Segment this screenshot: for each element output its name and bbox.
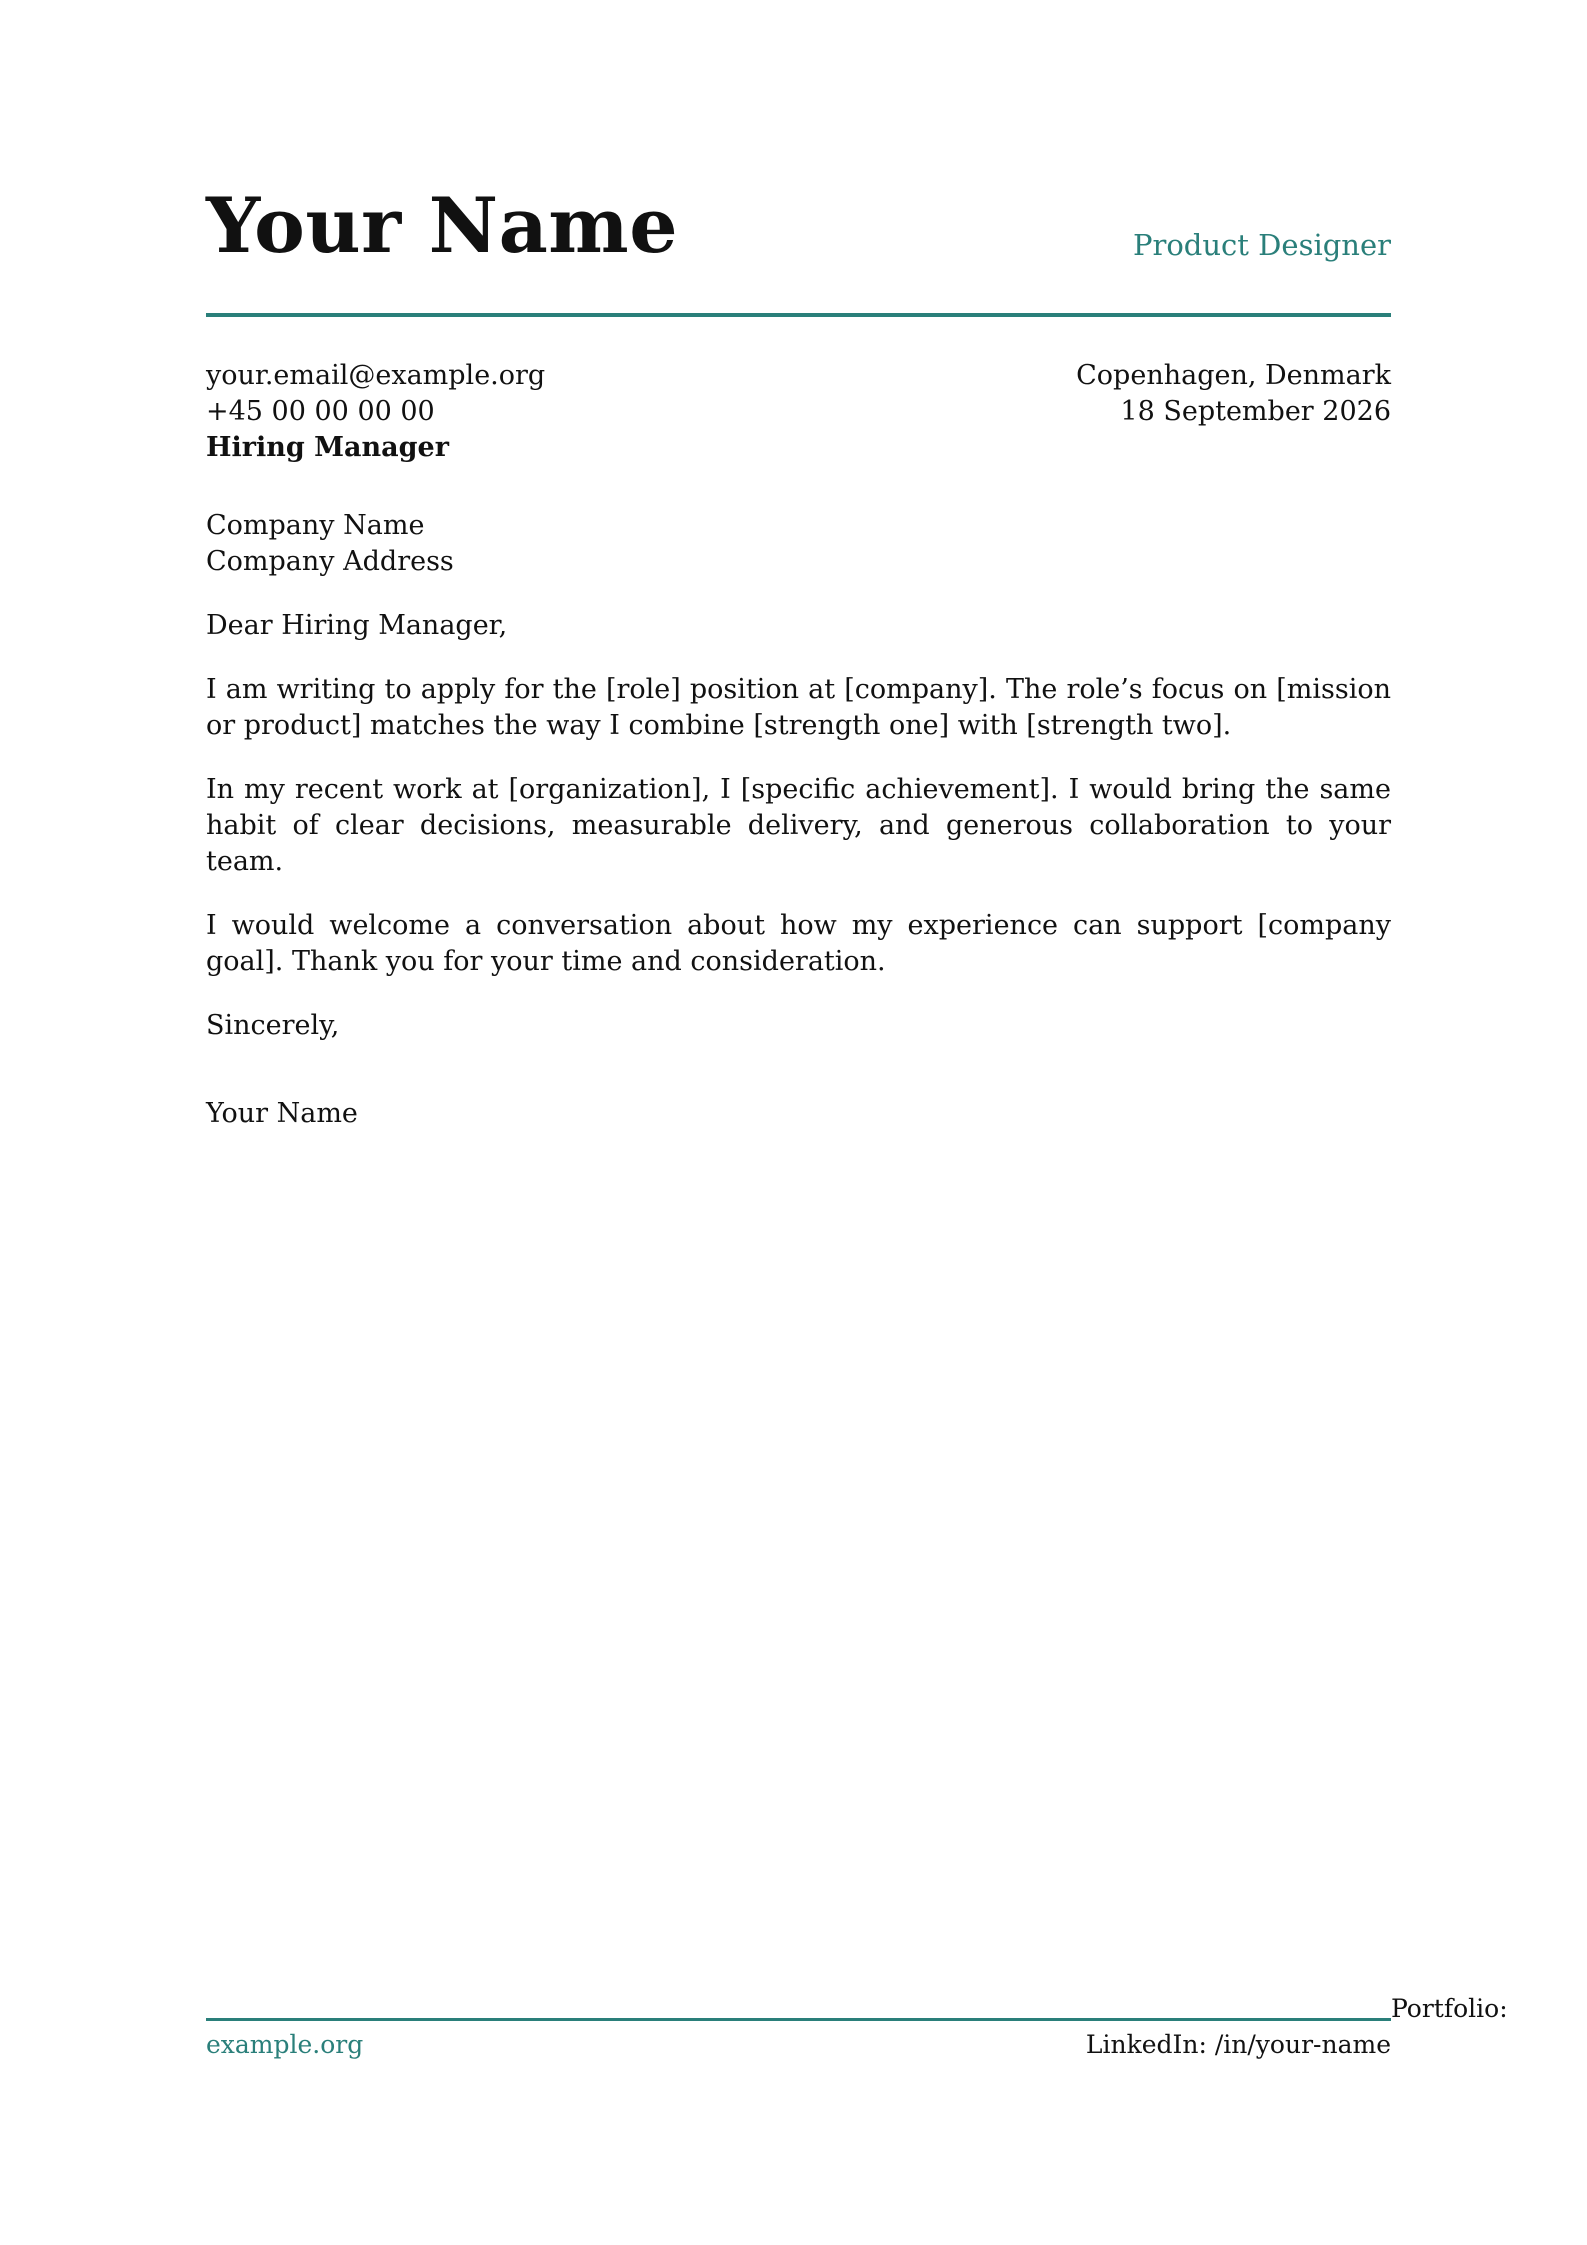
applicant-role: Product Designer — [1132, 228, 1391, 262]
contact-block-right — [1076, 358, 1391, 430]
footer-portfolio-label: Portfolio: — [1391, 1994, 1508, 2023]
recipient-block — [206, 508, 454, 580]
recipient-title: Hiring Manager — [206, 432, 449, 463]
contact-block-left — [206, 358, 545, 466]
salutation: Dear Hiring Manager, — [206, 610, 508, 641]
footer-divider — [206, 2018, 1391, 2021]
applicant-name: Your Name — [206, 181, 679, 270]
date-text: 18 September 2026 — [1120, 396, 1391, 427]
body-paragraph-1: I am writing to apply for the [role] position at [company]. The role’s focus on [mission or product] matches the way I combine [strength one] with [strength two]. — [206, 674, 1391, 741]
footer-website-link[interactable]: example.org — [206, 2030, 364, 2059]
footer-linkedin-link[interactable]: LinkedIn: /in/your-name — [1085, 2030, 1391, 2059]
phone-text: +45 00 00 00 00 — [206, 396, 435, 427]
body-paragraph-2: In my recent work at [organization], I [specific achievement]. I would bring the same habit of clear decisions, measurable delivery, and generous collaboration to your team. — [206, 774, 1391, 877]
header-divider — [206, 313, 1391, 317]
email-text: your.email@example.org — [206, 360, 546, 391]
signature-name: Your Name — [206, 1098, 358, 1129]
body-paragraph-3: I would welcome a conversation about how my experience can support [company goal]. Thank you for your time and consideration. — [206, 910, 1391, 977]
location-text: Copenhagen, Denmark — [1076, 360, 1391, 391]
letter-body — [206, 608, 1391, 1132]
company-address: Company Address — [206, 546, 454, 577]
company-name: Company Name — [206, 510, 425, 541]
closing: Sincerely, — [206, 1010, 340, 1041]
